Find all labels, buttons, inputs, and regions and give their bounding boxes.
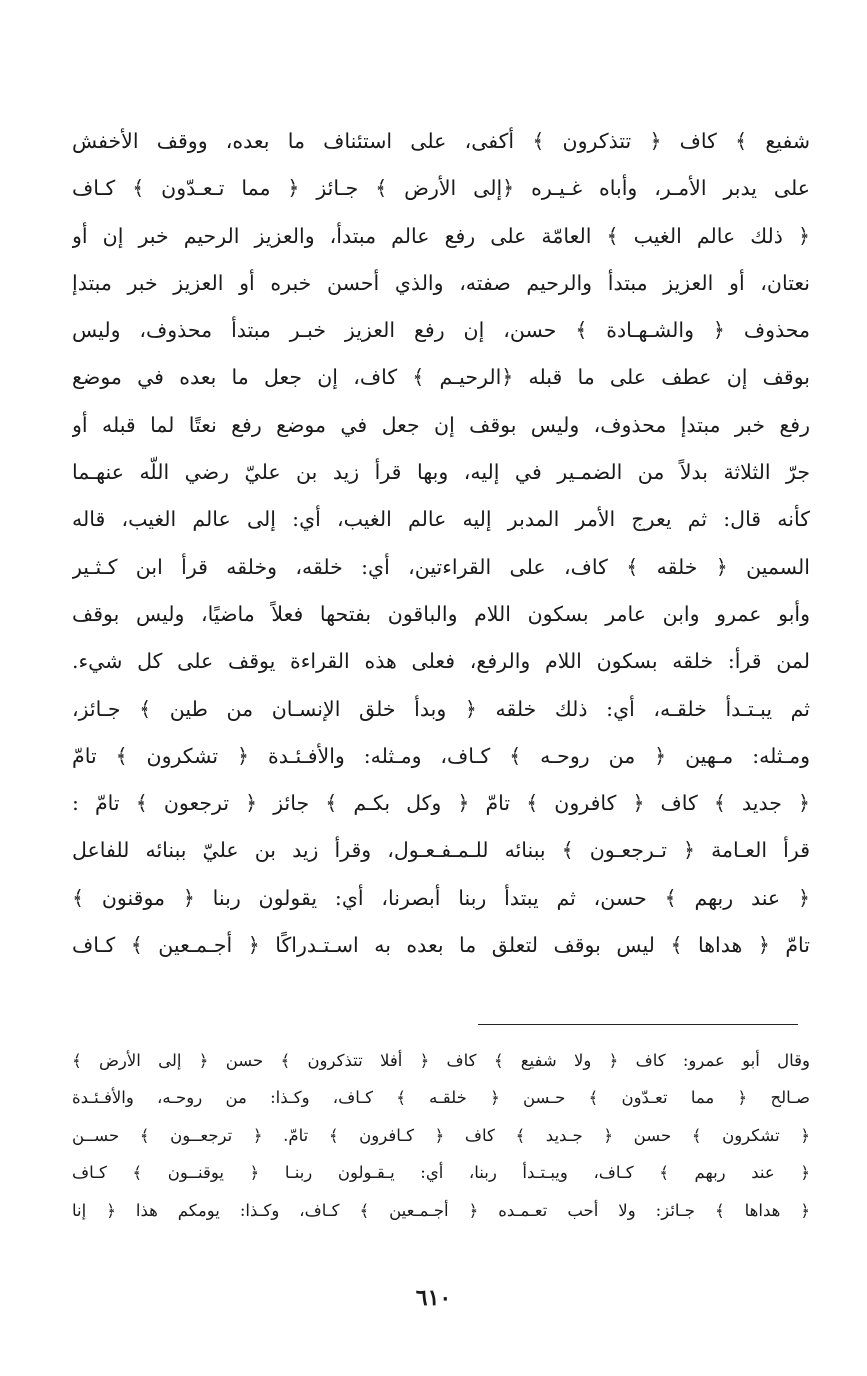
main-text-line: بوقف إن عطف على ما قبله ﴿الرحيـم ﴾ كاف، إن جعل ما بعده في موضع (72, 365, 810, 390)
main-text-block (72, 118, 810, 969)
footnotes-block (72, 1042, 810, 1229)
main-text-line: قرأ العـامة ﴿ تـرجعـون ﴾ ببنائه للـمـفـعـول، وقرأ زيد بن عليّ ببنائه للفاعل (72, 838, 810, 863)
footnote-line: صـالح ﴿ مما تعـدّون ﴾ حـسن ﴿ خلقـه ﴾ كـاف، وكـذا: من روحـه، والأفـئـدة (72, 1088, 810, 1108)
main-text-line: تامّ ﴿ هداها ﴾ ليس بوقف لتعلق ما بعده به اسـتـدراكًا ﴿ أجـمـعين ﴾ كـاف (72, 933, 810, 958)
main-text-line: ومـثله: مـهين ﴿ من روحـه ﴾ كـاف، ومـثله: والأفـئـدة ﴿ تشكرون ﴾ تامّ (72, 743, 810, 768)
main-text-line: السمين ﴿ خلقه ﴾ كاف، على القراءتين، أي: خلقه، وخلقه قرأ ابن كـثـير (72, 554, 810, 579)
main-text-line: ﴿ عند ربهم ﴾ حسن، ثم يبتدأ ربنا أبصرنا، أي: يقولون ربنا ﴿ موقنون ﴾ (72, 885, 810, 910)
main-text-line: ﴿ ذلك عالم الغيب ﴾ العامّة على رفع عالم مبتدأ، والعزيز الرحيم خبر إن أو (72, 223, 810, 248)
main-text-line: كأنه قال: ثم يعرج الأمر المدبر إليه عالم الغيب، أي: إلى عالم الغيب، قاله (72, 507, 810, 532)
footnote-line: وقال أبو عمرو: كاف ﴿ ولا شفيع ﴾ كاف ﴿ أفلا تتذكرون ﴾ حسن ﴿ إلى الأرض ﴾ (72, 1051, 810, 1070)
footnote-line: ﴿ تشكرون ﴾ حسن ﴿ جـديد ﴾ كاف ﴿ كـافرون ﴾ تامّ. ﴿ ترجعــون ﴾ حســن (72, 1125, 810, 1145)
main-text-line: لمن قرأ: خلقه بسكون اللام والرفع، فعلى هذه القراءة يوقف على كل شيء. (72, 649, 810, 674)
main-text-line: ثم يبـتـدأ خلقـه، أي: ذلك خلقه ﴿ وبدأ خلق الإنسـان من طين ﴾ جـائز، (72, 696, 810, 721)
page-number: ٦١٠ (415, 1285, 452, 1311)
footnote-line: ﴿ عند ربهم ﴾ كـاف، ويبـتـدأ ربنا، أي: يـقـولون ربنـا ﴿ يوقنــون ﴾ كـاف (72, 1163, 810, 1183)
main-text-line: محذوف ﴿ والشـهـادة ﴾ حسن، إن رفع العزيز خبـر مبتدأ محذوف، وليس (72, 318, 810, 343)
footnote-divider (478, 1024, 798, 1025)
footnote-line: ﴿ هداها ﴾ جـائز: ولا أحب تعـمـده ﴿ أجـمـعين ﴾ كـاف، وكـذا: يومكم هذا ﴿ إنا (72, 1200, 810, 1220)
main-text-line: نعتان، أو العزيز مبتدأ والرحيم صفته، والذي أحسن خبره أو العزيز خبر مبتدإ (72, 270, 810, 295)
main-text-line: شفيع ﴾ كاف ﴿ تتذكرون ﴾ أكفى، على استئناف ما بعده، ووقف الأخفش (72, 129, 810, 153)
main-text-line: على يدبر الأمـر، وأباه غـيـره ﴿إلى الأرض ﴾ جـائز ﴿ مما تـعـدّون ﴾ كـاف (72, 176, 810, 201)
main-text-line: وأبو عمرو وابن عامر بسكون اللام والباقون بفتحها فعلاً ماضيًا، وليس بوقف (72, 601, 810, 626)
main-text-line: ﴿ جديد ﴾ كاف ﴿ كافرون ﴾ تامّ ﴿ وكل بكـم ﴾ جائز ﴿ ترجعون ﴾ تامّ : (72, 791, 810, 816)
main-text-line: رفع خبر مبتدإ محذوف، وليس بوقف إن جعل في موضع رفع نعتًا لما قبله أو (72, 412, 810, 437)
main-text-line: جرّ الثلاثة بدلاً من الضمـير في إليه، وبها قرأ زيد بن عليّ رضي اللّه عنهـما (72, 460, 810, 485)
